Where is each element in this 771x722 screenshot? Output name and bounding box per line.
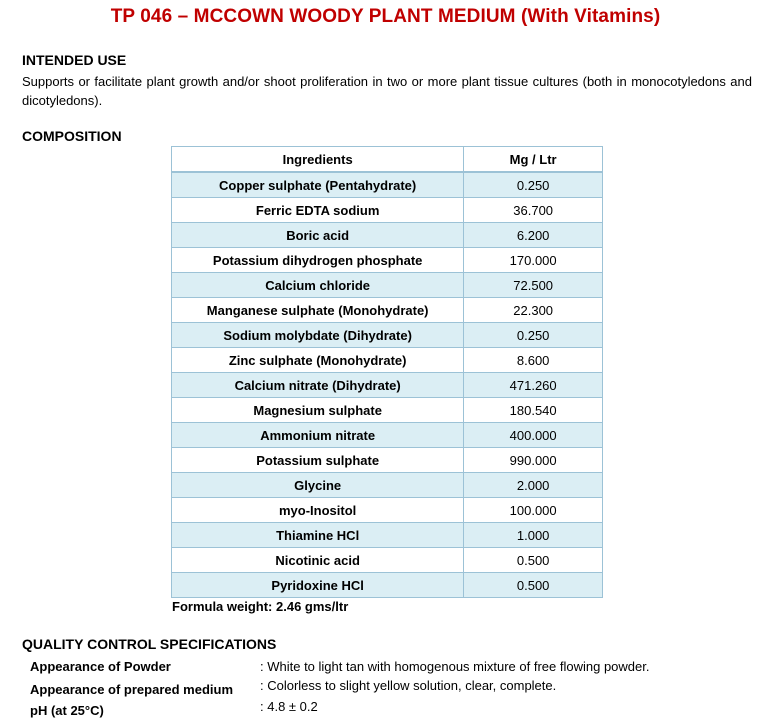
amount-cell: 0.250 (464, 323, 603, 348)
page-title: TP 046 – MCCOWN WOODY PLANT MEDIUM (With Vitamins) (110, 6, 661, 27)
table-row (172, 423, 603, 448)
amount-cell: 36.700 (464, 198, 603, 223)
ingredient-cell: Magnesium sulphate (172, 398, 464, 423)
ingredient-cell: Nicotinic acid (172, 548, 464, 573)
qc-label: Appearance of Powder (30, 659, 171, 674)
amount-cell: 72.500 (464, 273, 603, 298)
table-row (172, 548, 603, 573)
amount-cell: 471.260 (464, 373, 603, 398)
ingredient-cell: Copper sulphate (Pentahydrate) (172, 172, 464, 198)
table-row (172, 198, 603, 223)
table-row (172, 248, 603, 273)
table-row (172, 172, 603, 198)
header-amount: Mg / Ltr (464, 147, 603, 173)
table-row (172, 348, 603, 373)
ingredient-cell: Boric acid (172, 223, 464, 248)
amount-cell: 0.500 (464, 548, 603, 573)
ingredient-cell: myo-Inositol (172, 498, 464, 523)
table-header-row (172, 147, 603, 173)
table-row (172, 273, 603, 298)
intended-use-heading: INTENDED USE (22, 52, 127, 68)
qc-value: : 4.8 ± 0.2 (260, 699, 318, 714)
composition-heading: COMPOSITION (22, 128, 122, 144)
ingredient-cell: Potassium dihydrogen phosphate (172, 248, 464, 273)
amount-cell: 22.300 (464, 298, 603, 323)
ingredient-cell: Ferric EDTA sodium (172, 198, 464, 223)
ingredient-cell: Pyridoxine HCl (172, 573, 464, 598)
ingredient-cell: Sodium molybdate (Dihydrate) (172, 323, 464, 348)
table-row (172, 398, 603, 423)
ingredient-cell: Manganese sulphate (Monohydrate) (172, 298, 464, 323)
composition-table-body (172, 172, 603, 598)
amount-cell: 2.000 (464, 473, 603, 498)
table-row (172, 448, 603, 473)
header-ingredients: Ingredients (172, 147, 464, 173)
qc-value: : White to light tan with homogenous mixture of free flowing powder. (260, 659, 650, 674)
ingredient-cell: Potassium sulphate (172, 448, 464, 473)
table-row (172, 298, 603, 323)
qc-heading: QUALITY CONTROL SPECIFICATIONS (22, 636, 277, 652)
qc-value: : Colorless to slight yellow solution, clear, complete. (260, 678, 557, 693)
amount-cell: 8.600 (464, 348, 603, 373)
table-row (172, 523, 603, 548)
intended-use-text: Supports or facilitate plant growth and/or shoot proliferation in two or more plant tissue cultures (both in monocotyledons and dicotyledons). (22, 74, 752, 108)
ingredient-cell: Calcium nitrate (Dihydrate) (172, 373, 464, 398)
table-row (172, 323, 603, 348)
amount-cell: 0.500 (464, 573, 603, 598)
ingredient-cell: Thiamine HCl (172, 523, 464, 548)
ingredient-cell: Zinc sulphate (Monohydrate) (172, 348, 464, 373)
amount-cell: 170.000 (464, 248, 603, 273)
amount-cell: 400.000 (464, 423, 603, 448)
composition-table (171, 146, 603, 598)
qc-label: Appearance of prepared medium (30, 682, 233, 697)
amount-cell: 990.000 (464, 448, 603, 473)
formula-weight: Formula weight: 2.46 gms/ltr (172, 599, 349, 614)
ingredient-cell: Ammonium nitrate (172, 423, 464, 448)
table-row (172, 573, 603, 598)
amount-cell: 180.540 (464, 398, 603, 423)
table-row (172, 498, 603, 523)
amount-cell: 0.250 (464, 172, 603, 198)
table-row (172, 473, 603, 498)
table-row (172, 373, 603, 398)
amount-cell: 6.200 (464, 223, 603, 248)
table-row (172, 223, 603, 248)
ingredient-cell: Glycine (172, 473, 464, 498)
amount-cell: 100.000 (464, 498, 603, 523)
ingredient-cell: Calcium chloride (172, 273, 464, 298)
amount-cell: 1.000 (464, 523, 603, 548)
qc-label: pH (at 25°C) (30, 703, 104, 718)
